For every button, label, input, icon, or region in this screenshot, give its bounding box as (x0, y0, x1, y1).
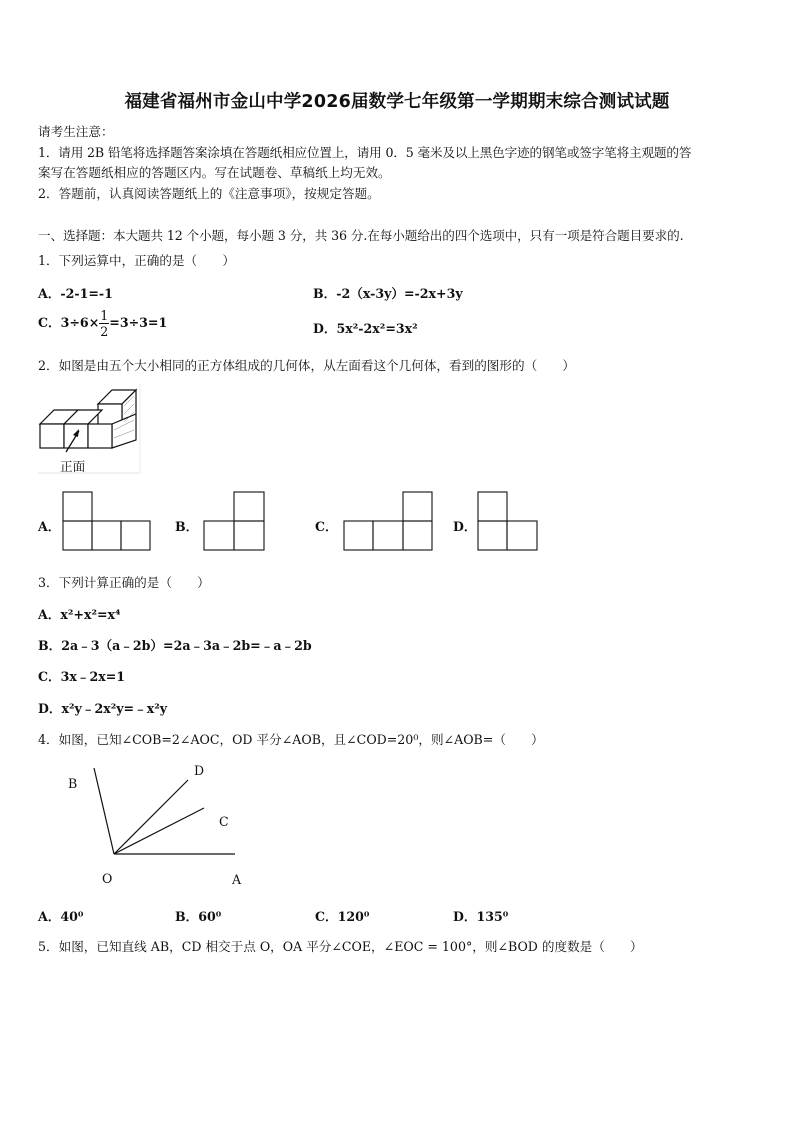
q2-option-b-figure (203, 491, 267, 551)
q2-option-b: B． (175, 519, 199, 534)
q3-option-c: C．3x﹣2x=1 (38, 669, 126, 684)
q3-option-d: D．x²y﹣2x²y=﹣x²y (38, 701, 168, 716)
q1-option-c-suffix: =3÷3=1 (109, 315, 168, 330)
q4-option-c: C．120⁰ (315, 909, 370, 924)
q4-option-b: B．60⁰ (175, 909, 222, 924)
q4-option-a: A．40⁰ (38, 909, 84, 924)
notice-line-1b: 案写在答题纸相应的答题区内。写在试题卷、草稿纸上均无效。 (38, 165, 391, 180)
q2-solid-figure (36, 384, 142, 476)
q1-stem: 1．下列运算中，正确的是（ ） (38, 253, 235, 268)
q1-fraction-denominator: 2 (100, 324, 109, 339)
q3-option-a: A．x²+x²=x⁴ (38, 607, 121, 622)
q2-option-a-figure (62, 491, 154, 551)
q4-label-o: O (102, 871, 113, 886)
q3-stem: 3．下列计算正确的是（ ） (38, 575, 210, 590)
notice-line-1a: 1．请用 2B 铅笔将选择题答案涂填在答题纸相应位置上，请用 0．5 毫米及以上黑色字迹的钢笔或签字笔将主观题的答 (38, 145, 692, 160)
q2-option-a: A． (38, 519, 61, 534)
q1-option-c (38, 308, 167, 339)
front-view-label: 正面 (60, 459, 86, 474)
q1-option-a: A．-2-1=-1 (38, 286, 113, 301)
q4-label-c: C (219, 814, 229, 829)
page-title: 福建省福州市金山中学2026届数学七年级第一学期期末综合测试试题 (124, 92, 670, 112)
section-heading: 一、选择题：本大题共 12 个小题，每小题 3 分，共 36 分.在每小题给出的四个选项中，只有一项是符合题目要求的. (38, 228, 684, 243)
q1-fraction-numerator: 1 (100, 308, 109, 323)
q4-angle-figure (60, 756, 260, 890)
notice-heading: 请考生注意： (38, 124, 114, 139)
q2-option-d: D． (453, 519, 477, 534)
q3-option-b: B．2a﹣3（a﹣2b）=2a﹣3a﹣2b=﹣a﹣2b (38, 638, 312, 653)
q4-label-b: B (68, 776, 78, 791)
q1-option-d: D．5x²-2x²=3x² (313, 321, 418, 336)
q4-label-d: D (194, 763, 205, 778)
q5-stem: 5．如图，已知直线 AB，CD 相交于点 O，OA 平分∠COE，∠EOC = 100°，则∠BOD 的度数是（ ） (38, 939, 643, 954)
q4-option-d: D．135⁰ (453, 909, 509, 924)
notice-line-2: 2．答题前，认真阅读答题纸上的《注意事项》，按规定答题。 (38, 186, 380, 201)
q1-option-c-prefix: C．3÷6× (38, 315, 100, 330)
q2-option-c-figure (343, 491, 435, 551)
q2-option-d-figure (477, 491, 541, 551)
q4-label-a: A (232, 872, 242, 887)
q1-fraction (99, 308, 109, 339)
q1-option-b: B．-2（x-3y）=-2x+3y (313, 286, 463, 301)
q2-option-c: C． (315, 519, 338, 534)
q2-stem: 2．如图是由五个大小相同的正方体组成的几何体，从左面看这个几何体，看到的图形的（ ） (38, 358, 575, 373)
q4-stem: 4．如图，已知∠COB=2∠AOC，OD 平分∠AOB，且∠COD=20⁰，则∠AOB=（ ） (38, 732, 544, 747)
